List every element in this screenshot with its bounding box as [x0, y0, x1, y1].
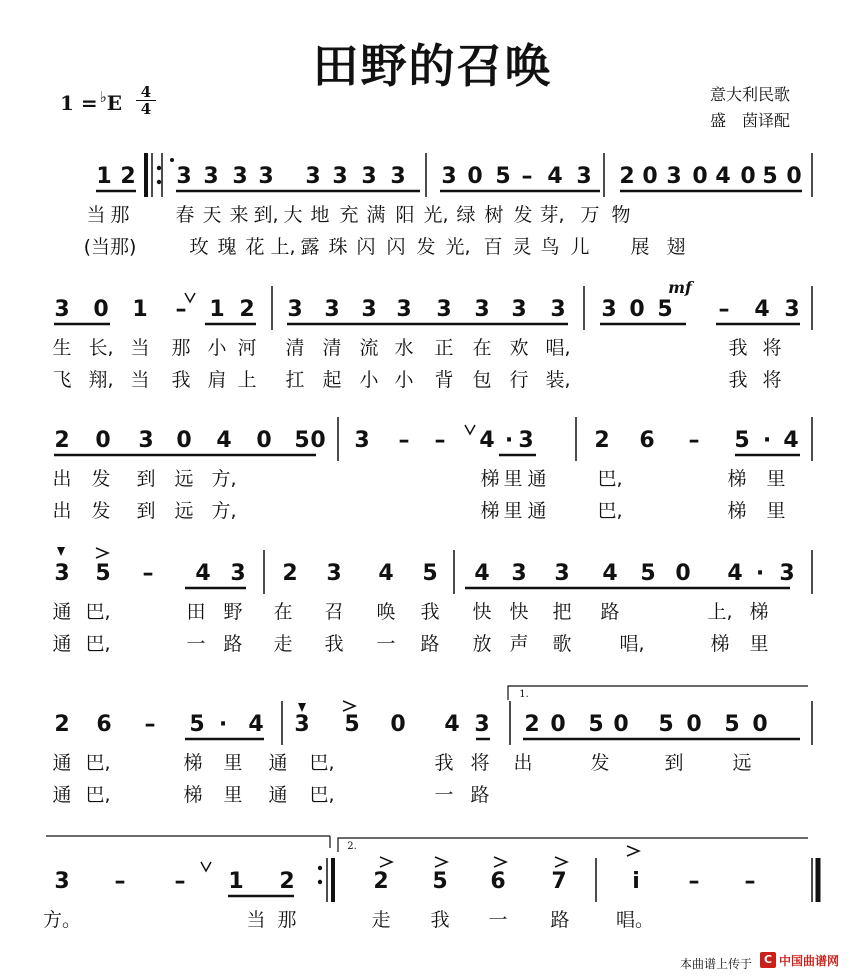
key-prefix: 1 = — [60, 91, 98, 115]
logo-mark-icon: C — [760, 952, 776, 968]
lyric-verse2: 飞 — [52, 369, 72, 391]
lyric-verse2: 肩 — [207, 369, 227, 391]
lyric-verse1: 树 — [484, 204, 504, 226]
note: 3 — [779, 561, 795, 586]
lyric-verse1: 河 — [237, 337, 257, 359]
note: 0 — [467, 164, 483, 189]
note: 0 — [613, 712, 629, 737]
note: 5 — [432, 869, 448, 894]
accent-mark — [435, 857, 447, 867]
note: · — [218, 712, 228, 737]
note: 5 — [495, 164, 511, 189]
lyric-verse2: 百 — [483, 236, 503, 258]
lyric-verse1: 满 — [366, 204, 386, 226]
lyric-verse1: 梯 — [183, 752, 203, 774]
lyric-verse2: 梯 — [727, 500, 747, 522]
lyric-verse1: 召 — [324, 601, 344, 623]
note: 3 — [550, 297, 566, 322]
lyric-verse2: 小 — [394, 369, 414, 391]
note: 3 — [305, 164, 321, 189]
note: – — [114, 869, 126, 894]
lyric-verse2: 灵 — [512, 236, 532, 258]
lyric-verse1: 通 — [52, 752, 72, 774]
lyric-verse2: 花 — [245, 236, 265, 258]
lyric-verse2: 翔, — [88, 369, 114, 391]
lyric-verse1: 走 — [371, 909, 391, 931]
lyric-verse1: 路 — [550, 909, 570, 931]
note: 0 — [692, 164, 708, 189]
note: 4 — [216, 428, 232, 453]
note: 0 — [310, 428, 326, 453]
note: 5 — [189, 712, 205, 737]
lyric-verse2: 通 — [52, 633, 72, 655]
lyric-verse1: 在 — [273, 601, 293, 623]
lyric-verse2: 我 — [324, 633, 344, 655]
note: 5 — [422, 561, 438, 586]
note: 3 — [554, 561, 570, 586]
note: 5 — [294, 428, 310, 453]
lyric-verse2: 装, — [545, 369, 571, 391]
note: 3 — [354, 428, 370, 453]
note: 0 — [95, 428, 111, 453]
logo-text: 中国曲谱网 — [779, 954, 840, 968]
lyric-verse2: 一 — [186, 633, 206, 655]
note: 0 — [686, 712, 702, 737]
lyric-verse2: 里 — [766, 500, 786, 522]
lyric-verse1: 发 — [590, 752, 610, 774]
lyric-verse1: 发 — [513, 204, 533, 226]
arranger-credit: 盛 茵译配 — [710, 111, 791, 130]
lyric-verse2: 路 — [223, 633, 243, 655]
lyric-verse1: 在 — [472, 337, 492, 359]
lyric-verse2: 路 — [420, 633, 440, 655]
note: 3 — [138, 428, 154, 453]
note: 3 — [361, 164, 377, 189]
lyric-verse1: 清 — [285, 337, 305, 359]
note: – — [398, 428, 410, 453]
note: 0 — [752, 712, 768, 737]
lyric-verse1: 将 — [762, 337, 782, 359]
lyric-verse1: 远 — [732, 752, 752, 774]
breath-mark — [185, 293, 195, 302]
lyric-verse2: 瑰 — [217, 236, 237, 258]
note: 3 — [287, 297, 303, 322]
lyric-verse1: 小 — [207, 337, 227, 359]
note: 3 — [666, 164, 682, 189]
note: 5 — [95, 561, 111, 586]
volta-bracket-1 — [508, 686, 808, 700]
note: 1 — [96, 164, 112, 189]
note: – — [688, 869, 700, 894]
lyric-verse1: 里 — [223, 752, 243, 774]
note: 4 — [479, 428, 495, 453]
note: 3 — [474, 712, 490, 737]
lyric-verse1: 清 — [322, 337, 342, 359]
lyric-verse1: 到 — [664, 752, 684, 774]
lyric-verse1: 方。 — [42, 909, 82, 931]
note: 3 — [441, 164, 457, 189]
lyric-verse1: 一 — [488, 909, 508, 931]
lyric-verse2: 发 — [416, 236, 436, 258]
lyric-verse1: 当 — [246, 909, 266, 931]
lyric-verse2: 当 — [130, 369, 150, 391]
note: 4 — [727, 561, 743, 586]
lyric-verse1: 巴, — [597, 468, 623, 490]
lyric-verse2: 上, — [270, 236, 296, 258]
note: – — [688, 428, 700, 453]
lyric-verse1: 我 — [434, 752, 454, 774]
lyric-verse2: 里 — [223, 784, 243, 806]
note: 5 — [658, 712, 674, 737]
lyric-verse2: 我 — [171, 369, 191, 391]
note: 3 — [396, 297, 412, 322]
lyric-verse2: 鸟 — [540, 236, 560, 258]
note: – — [142, 561, 154, 586]
note: 1 — [132, 297, 148, 322]
song-title: 田野的召唤 — [312, 39, 553, 93]
note: 4 — [248, 712, 264, 737]
note: 5 — [344, 712, 360, 737]
note: – — [434, 428, 446, 453]
note: 5 — [588, 712, 604, 737]
lyric-verse2: 到 — [136, 500, 156, 522]
note: · — [504, 428, 514, 453]
lyric-verse1: 梯 — [480, 468, 500, 490]
lyric-verse2: 梯 — [710, 633, 730, 655]
repeat-dot — [318, 880, 322, 884]
note: 3 — [54, 869, 70, 894]
meter-bottom: 4 — [140, 100, 152, 118]
note: 3 — [784, 297, 800, 322]
lyric-verse2: 唱, — [619, 633, 645, 655]
repeat-dot — [318, 866, 322, 870]
lyric-verse1: 当 — [130, 337, 150, 359]
lyric-verse2: 通 — [268, 784, 288, 806]
note: 0 — [675, 561, 691, 586]
lyric-verse2: 背 — [434, 369, 454, 391]
staccato-mark — [57, 547, 65, 556]
lyric-verse1: 通 — [527, 468, 547, 490]
lyric-verse1: 正 — [434, 337, 454, 359]
lyric-verse1: 光, — [423, 204, 449, 226]
lyric-verse1: 通 — [268, 752, 288, 774]
note: 2 — [594, 428, 610, 453]
dynamic-mark: mf — [668, 278, 692, 297]
lyric-verse1: 我 — [430, 909, 450, 931]
note: 3 — [511, 561, 527, 586]
lyric-verse1: 远 — [174, 468, 194, 490]
note: 0 — [629, 297, 645, 322]
lyric-verse1: 水 — [394, 337, 414, 359]
note: 0 — [740, 164, 756, 189]
lyric-verse2: 出 — [52, 500, 72, 522]
lyric-verse2: 扛 — [285, 369, 305, 391]
note: 2 — [619, 164, 635, 189]
lyric-verse2: 上 — [237, 369, 257, 391]
lyric-verse2: 小 — [359, 369, 379, 391]
accent-mark — [96, 548, 108, 558]
lyric-verse1: 天 — [202, 204, 222, 226]
staccato-mark — [298, 703, 306, 712]
note: 3 — [258, 164, 274, 189]
note: 4 — [474, 561, 490, 586]
lyric-verse1: 方, — [211, 468, 237, 490]
lyric-verse1: 里 — [766, 468, 786, 490]
lyric-verse1: 巴, — [309, 752, 335, 774]
volta-bracket-2 — [338, 838, 808, 852]
lyric-verse1: 地 — [310, 204, 330, 226]
lyric-verse1: 路 — [600, 601, 620, 623]
note: 7 — [551, 869, 567, 894]
lyric-verse1: 欢 — [509, 337, 529, 359]
note: 3 — [324, 297, 340, 322]
note: 3 — [54, 561, 70, 586]
note: 2 — [120, 164, 136, 189]
note: 2 — [239, 297, 255, 322]
lyric-verse2: 将 — [762, 369, 782, 391]
lyric-verse1: 长, — [88, 337, 114, 359]
lyric-verse2: 路 — [470, 784, 490, 806]
lyric-verse2: 一 — [376, 633, 396, 655]
note: 6 — [490, 869, 506, 894]
note: 3 — [294, 712, 310, 737]
note: 2 — [282, 561, 298, 586]
key-note: E — [106, 91, 122, 115]
note: 0 — [550, 712, 566, 737]
note: 5 — [657, 297, 673, 322]
note: 0 — [256, 428, 272, 453]
note: 3 — [176, 164, 192, 189]
accent-mark — [627, 846, 639, 856]
lyric-verse2: 发 — [91, 500, 111, 522]
lyric-verse1: 生 — [52, 337, 72, 359]
lyric-verse2: 梯 — [183, 784, 203, 806]
note: 6 — [639, 428, 655, 453]
note: 2 — [524, 712, 540, 737]
lyric-verse2: 声 — [509, 633, 529, 655]
lyric-verse2: 翅 — [666, 236, 686, 258]
note: – — [744, 869, 756, 894]
meter-top: 4 — [136, 84, 156, 101]
note: 1 — [228, 869, 244, 894]
note: 3 — [361, 297, 377, 322]
note: 5 — [762, 164, 778, 189]
note: 4 — [378, 561, 394, 586]
note: i — [632, 869, 640, 894]
accent-mark — [343, 701, 355, 711]
note: 3 — [332, 164, 348, 189]
lyric-verse1: 充 — [339, 204, 359, 226]
lyric-verse2: 里 — [749, 633, 769, 655]
lyric-verse1: 里 — [503, 468, 523, 490]
lyric-verse1: 芽, — [539, 204, 565, 226]
accent-mark — [555, 857, 567, 867]
lyric-verse2: 玫 — [189, 236, 209, 258]
note: 4 — [715, 164, 731, 189]
note: 0 — [93, 297, 109, 322]
lyric-verse2: 方, — [211, 500, 237, 522]
upload-note: 本曲谱上传于 — [680, 957, 753, 971]
note: 2 — [54, 428, 70, 453]
accent-mark — [494, 857, 506, 867]
lyric-verse2: 闪 — [386, 236, 406, 258]
lyric-verse2: 包 — [472, 369, 492, 391]
lyric-verse1: 那 — [110, 204, 130, 226]
note: 4 — [602, 561, 618, 586]
lyric-verse1: 把 — [552, 601, 572, 623]
note: 4 — [547, 164, 563, 189]
lyric-verse2: 起 — [322, 369, 342, 391]
note: 3 — [511, 297, 527, 322]
lyric-verse1: 快 — [509, 601, 529, 623]
note: 3 — [232, 164, 248, 189]
lyric-verse2: (当那) — [83, 236, 137, 258]
octave-dot — [170, 158, 174, 162]
note: 5 — [724, 712, 740, 737]
note: 1 — [209, 297, 225, 322]
lyric-verse1: 上, — [707, 601, 733, 623]
lyric-verse1: 梯 — [749, 601, 769, 623]
note: · — [755, 561, 765, 586]
repeat-dot — [157, 166, 161, 170]
note: 2 — [54, 712, 70, 737]
lyric-verse1: 来 — [229, 204, 249, 226]
note: 3 — [54, 297, 70, 322]
note: 0 — [390, 712, 406, 737]
note: – — [175, 297, 187, 322]
note: – — [174, 869, 186, 894]
breath-mark — [465, 425, 475, 434]
lyric-verse1: 大 — [283, 204, 303, 226]
note: 3 — [203, 164, 219, 189]
note: 3 — [326, 561, 342, 586]
note: 4 — [444, 712, 460, 737]
repeat-dot — [157, 180, 161, 184]
flat-sign: ♭ — [99, 88, 107, 106]
lyric-verse2: 巴, — [85, 633, 111, 655]
note: 6 — [96, 712, 112, 737]
note: 0 — [642, 164, 658, 189]
note: – — [144, 712, 156, 737]
lyric-verse2: 巴, — [85, 784, 111, 806]
note: 0 — [176, 428, 192, 453]
note: 3 — [518, 428, 534, 453]
lyric-verse2: 巴, — [597, 500, 623, 522]
lyric-verse1: 巴, — [85, 601, 111, 623]
volta-label-2: 2. — [347, 841, 357, 852]
note: – — [718, 297, 730, 322]
lyric-verse1: 物 — [611, 204, 631, 226]
note: 3 — [436, 297, 452, 322]
lyric-verse2: 一 — [434, 784, 454, 806]
lyric-verse1: 唤 — [376, 601, 396, 623]
lyric-verse2: 展 — [630, 236, 650, 258]
lyric-verse1: 阳 — [395, 204, 415, 226]
accent-mark — [380, 857, 392, 867]
note: 4 — [754, 297, 770, 322]
lyric-verse2: 行 — [509, 369, 529, 391]
lyric-verse2: 儿 — [570, 236, 590, 258]
lyric-verse1: 发 — [91, 468, 111, 490]
lyric-verse2: 放 — [472, 633, 492, 655]
lyric-verse2: 我 — [728, 369, 748, 391]
note: 2 — [279, 869, 295, 894]
volta-label-1: 1. — [519, 689, 529, 700]
breath-mark — [201, 862, 211, 871]
lyric-verse1: 绿 — [456, 204, 476, 226]
lyric-verse2: 巴, — [309, 784, 335, 806]
lyric-verse1: 田 — [186, 601, 206, 623]
lyric-verse1: 万 — [580, 204, 600, 226]
lyric-verse2: 梯 — [480, 500, 500, 522]
lyric-verse1: 春 — [175, 204, 195, 226]
lyric-verse1: 巴, — [85, 752, 111, 774]
lyric-verse1: 出 — [52, 468, 72, 490]
lyric-verse1: 我 — [728, 337, 748, 359]
lyric-verse2: 歌 — [552, 633, 572, 655]
lyric-verse1: 通 — [52, 601, 72, 623]
note: 4 — [195, 561, 211, 586]
lyric-verse1: 唱。 — [615, 909, 655, 931]
lyric-verse1: 快 — [472, 601, 492, 623]
lyric-verse2: 珠 — [328, 236, 348, 258]
lyric-verse1: 那 — [171, 337, 191, 359]
note: 0 — [786, 164, 802, 189]
note: 2 — [373, 869, 389, 894]
lyric-verse1: 那 — [277, 909, 297, 931]
lyric-verse1: 出 — [513, 752, 533, 774]
note: 3 — [390, 164, 406, 189]
note: 5 — [640, 561, 656, 586]
lyric-verse1: 当 — [86, 204, 106, 226]
lyric-verse2: 远 — [174, 500, 194, 522]
lyric-verse1: 流 — [359, 337, 379, 359]
lyric-verse2: 闪 — [356, 236, 376, 258]
lyric-verse2: 通 — [52, 784, 72, 806]
lyric-verse2: 露 — [300, 236, 320, 258]
note: · — [762, 428, 772, 453]
lyric-verse1: 唱, — [545, 337, 571, 359]
note: – — [521, 164, 533, 189]
lyric-verse1: 野 — [223, 601, 243, 623]
lyric-verse1: 将 — [470, 752, 490, 774]
lyric-verse2: 光, — [445, 236, 471, 258]
lyric-verse1: 我 — [420, 601, 440, 623]
note: 3 — [474, 297, 490, 322]
note: 3 — [230, 561, 246, 586]
site-logo — [760, 951, 860, 971]
lyric-verse2: 里 — [503, 500, 523, 522]
lyric-verse2: 通 — [527, 500, 547, 522]
lyric-verse1: 梯 — [727, 468, 747, 490]
note: 4 — [783, 428, 799, 453]
lyric-verse2: 走 — [273, 633, 293, 655]
lyric-verse1: 到 — [136, 468, 156, 490]
note: 3 — [601, 297, 617, 322]
lyric-verse1: 到, — [253, 204, 279, 226]
note: 3 — [576, 164, 592, 189]
composer-credit: 意大利民歌 — [710, 85, 791, 104]
note: 5 — [734, 428, 750, 453]
